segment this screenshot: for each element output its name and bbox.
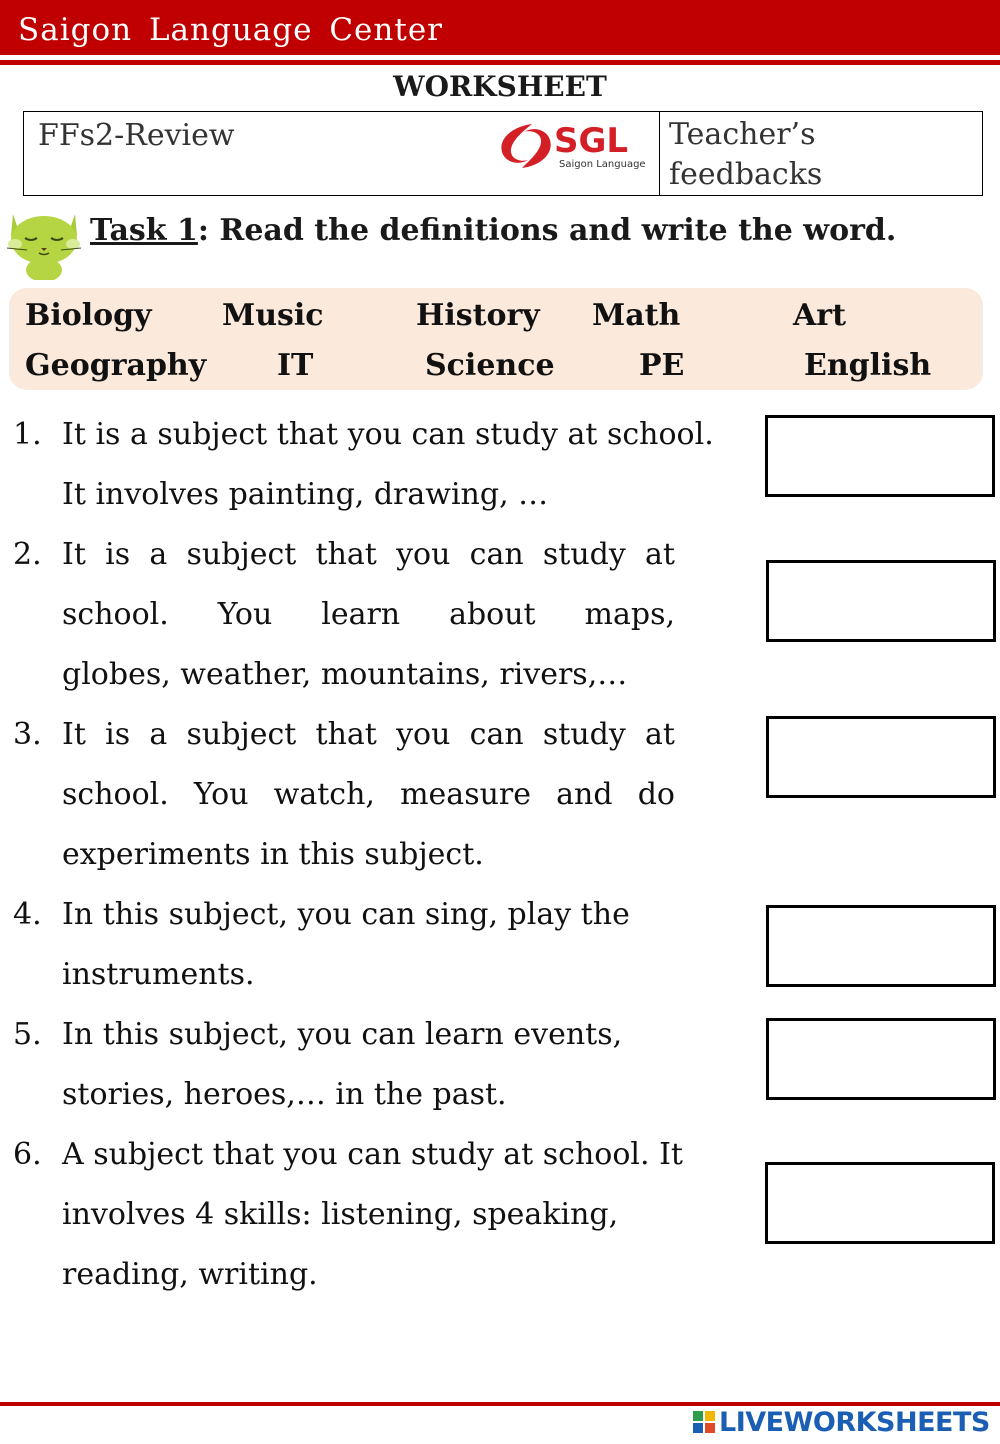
- answer-box-3[interactable]: [766, 716, 996, 798]
- answer-box-5[interactable]: [766, 1018, 996, 1100]
- sgl-logo: [492, 116, 652, 176]
- question-line: It is a subject that you can study at: [62, 537, 675, 572]
- teacher-feedback: [669, 115, 822, 195]
- feedback-line-1: Teacher’s: [669, 117, 816, 152]
- question-number: 6.: [13, 1137, 42, 1172]
- question-line: reading, writing.: [62, 1257, 318, 1292]
- word-bank-item: Science: [425, 348, 555, 383]
- task-heading: [90, 213, 896, 248]
- logo-subtext: Saigon Language: [559, 159, 646, 170]
- info-table: [23, 111, 983, 196]
- answer-box-4[interactable]: [766, 905, 996, 987]
- feedback-line-2: feedbacks: [669, 157, 823, 192]
- question-line: A subject that you can study at school. It: [62, 1137, 683, 1172]
- question-line: stories, heroes,… in the past.: [62, 1077, 507, 1112]
- question-line: instruments.: [62, 957, 255, 992]
- table-divider: [659, 112, 660, 195]
- question-number: 5.: [13, 1017, 42, 1052]
- org-name: Saigon Language Center: [18, 12, 443, 48]
- worksheet-title: WORKSHEET: [393, 70, 607, 103]
- word-bank-item: Music: [222, 298, 324, 333]
- logo-text: SGL: [554, 121, 629, 161]
- word-bank-item: PE: [639, 348, 685, 383]
- question-number: 2.: [13, 537, 42, 572]
- word-bank-item: Art: [793, 298, 846, 333]
- word-bank-item: English: [804, 348, 932, 383]
- answer-box-2[interactable]: [766, 560, 996, 642]
- lesson-label: FFs2-Review: [38, 118, 235, 153]
- liveworksheets-logo[interactable]: [693, 1405, 990, 1439]
- question-line: involves 4 skills: listening, speaking,: [62, 1197, 619, 1232]
- question-line: In this subject, you can sing, play the: [62, 897, 630, 932]
- answer-box-1[interactable]: [765, 415, 995, 497]
- question-line: experiments in this subject.: [62, 837, 484, 872]
- word-bank: [9, 288, 983, 390]
- answer-box-6[interactable]: [765, 1162, 995, 1244]
- word-bank-item: IT: [277, 348, 314, 383]
- liveworksheets-brand: LIVEWORKSHEETS: [719, 1406, 990, 1438]
- cat-mascot-icon: [3, 200, 85, 280]
- question-line: It involves painting, drawing, …: [62, 477, 549, 512]
- question-line: globes, weather, mountains, rivers,…: [62, 657, 628, 692]
- question-line: In this subject, you can learn events,: [62, 1017, 623, 1052]
- task-instruction: : Read the definitions and write the word.: [197, 213, 897, 248]
- liveworksheets-icon: [693, 1411, 715, 1433]
- question-line: school. You watch, measure and do: [62, 777, 675, 812]
- question-line: school. You learn about maps,: [62, 597, 675, 632]
- question-line: It is a subject that you can study at school.: [62, 417, 714, 452]
- header-banner: [0, 0, 1000, 55]
- task-label: Task 1: [90, 213, 198, 248]
- word-bank-item: History: [416, 298, 540, 333]
- question-number: 3.: [13, 717, 42, 752]
- word-bank-item: Biology: [25, 298, 152, 333]
- word-bank-item: Math: [592, 298, 681, 333]
- header-divider: [0, 60, 1000, 65]
- question-number: 4.: [13, 897, 42, 932]
- word-bank-item: Geography: [25, 348, 207, 383]
- question-number: 1.: [13, 417, 42, 452]
- question-line: It is a subject that you can study at: [62, 717, 675, 752]
